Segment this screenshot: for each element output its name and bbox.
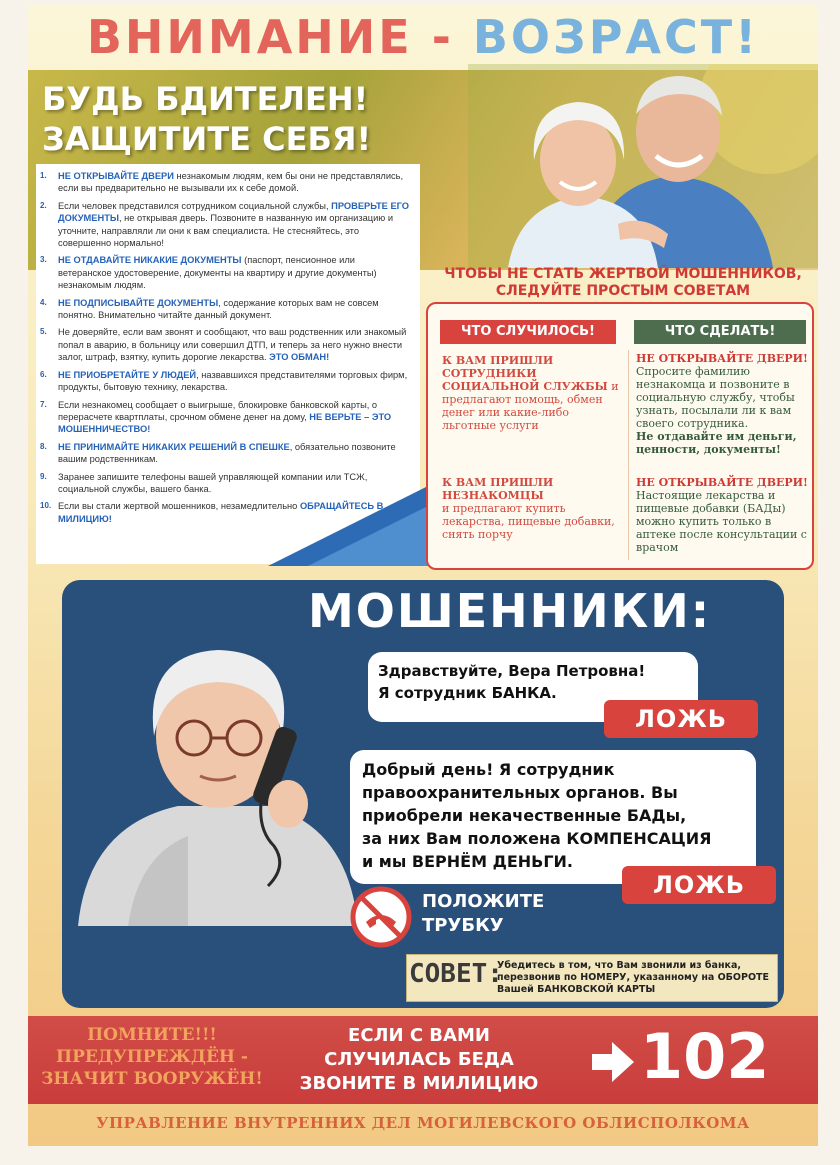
remember-line3: ЗНАЧИТ ВООРУЖЁН! — [41, 1069, 263, 1089]
advice-text: Убедитесь в том, что Вам звонили из банка, перезвонив по НОМЕРУ, указанному на ОБОРОТЕ Вашей БАНКОВСКОЙ КАРТЫ — [497, 960, 770, 995]
tip-item — [40, 441, 410, 466]
tip-number: 3. — [40, 255, 47, 265]
bubble1-line2: Я сотрудник БАНКА. — [378, 684, 557, 702]
arrow-right-icon — [588, 1038, 636, 1086]
tip-text — [58, 297, 410, 322]
call-line3: ЗВОНИТЕ В МИЛИЦИЮ — [299, 1073, 539, 1094]
no-phone-icon — [350, 886, 412, 948]
tip-item — [40, 326, 410, 363]
headline-word-age: ВОЗРАСТ! — [472, 10, 760, 64]
tip-rest: , обязательно позвоните вашим родственникам. — [58, 441, 396, 465]
tip-pre: Заранее запишите телефоны вашей управляющей компании или ТСЖ, социальной службы, вашего банка. — [58, 471, 368, 494]
tip-number: 10. — [40, 501, 52, 511]
tip-item — [40, 170, 410, 195]
advice-title — [428, 266, 818, 300]
do1-tail: Не отдавайте им деньги, ценности, документы! — [636, 430, 797, 456]
tip-number: 4. — [40, 297, 47, 307]
hangup-line1: ПОЛОЖИТЕ — [422, 891, 545, 912]
bubble2-line3: приобрели некачественные БАДы, — [362, 806, 687, 825]
tip-emphasis: НЕ ОТКРЫВАЙТЕ ДВЕРИ — [58, 171, 174, 181]
tip-rest: , назвавшихся представителями торговых фирм, продукты, бытовую технику, лекарства. — [58, 369, 408, 393]
lie-badge-2: ЛОЖЬ — [622, 866, 776, 904]
tip-text — [58, 369, 410, 394]
senior-couple-photo — [468, 64, 818, 268]
poster — [28, 6, 818, 1146]
advice-note — [406, 954, 778, 1002]
fraud-title: МОШЕННИКИ: — [308, 584, 712, 638]
tip-item — [40, 399, 410, 436]
bubble2-line5: и мы ВЕРНЁМ ДЕНЬГИ. — [362, 852, 573, 871]
do1-text: Спросите фамилию незнакомца и позвоните в социальную службу, чтобы узнать, посылали ли к вам своего сотрудника. — [636, 365, 795, 430]
tip-text — [58, 170, 410, 195]
tip-text — [58, 441, 410, 466]
police-phone-number: 102 — [640, 1020, 770, 1093]
do-strangers — [636, 476, 812, 554]
tip-number: 7. — [40, 399, 47, 409]
tip-number: 5. — [40, 327, 47, 337]
subtitle-be-vigilant: БУДЬ БДИТЕЛЕН! — [42, 80, 369, 118]
lie-badge-1: ЛОЖЬ — [604, 700, 758, 738]
tip-text — [58, 200, 410, 250]
tip-number: 9. — [40, 471, 47, 481]
advice-divider — [628, 350, 629, 560]
advice-title-line1: ЧТОБЫ НЕ СТАТЬ ЖЕРТВОЙ МОШЕННИКОВ, — [444, 266, 802, 282]
hangup-line2: ТРУБКУ — [422, 915, 504, 936]
tip-item — [40, 254, 410, 291]
footer-organization: УПРАВЛЕНИЕ ВНУТРЕННИХ ДЕЛ МОГИЛЕВСКОГО ОБЛИСПОЛКОМА — [96, 1114, 750, 1132]
tip-emphasis: НЕ ПРИНИМАЙТЕ НИКАКИХ РЕШЕНИЙ В СПЕШКЕ — [58, 441, 290, 452]
remember-line1: ПОМНИТЕ!!! — [87, 1025, 217, 1045]
tip-emphasis: НЕ ВЕРЬТЕ – ЭТО МОШЕННИЧЕСТВО! — [58, 411, 392, 435]
tip-number: 6. — [40, 369, 47, 379]
bubble1-line1: Здравствуйте, Вера Петровна! — [378, 662, 646, 680]
tip-text — [58, 399, 410, 436]
call-line1: ЕСЛИ С ВАМИ — [348, 1025, 490, 1046]
speech-bubble-police — [350, 750, 756, 884]
elderly-woman-on-phone-illustration — [68, 626, 368, 926]
bubble2-line4: за них Вам положена КОМПЕНСАЦИЯ — [362, 829, 712, 848]
tip-item — [40, 369, 410, 394]
tip-pre: Если незнакомец сообщает о выигрыше, блокировке банковской карты, о перерасчете квартплаты, срочном обмене денег на дому, — [58, 399, 378, 422]
tip-text — [58, 254, 410, 291]
tips-corner-decoration — [268, 486, 428, 566]
bubble2-line1: Добрый день! Я сотрудник — [362, 760, 615, 779]
headline-dash: - — [431, 10, 454, 64]
remember-slogan — [34, 1024, 270, 1090]
tip-rest: незнакомым людям, кем бы они не представлялись, если вы предварительно не вызывали их к себе домой. — [58, 171, 404, 194]
what-happened-label: ЧТО СЛУЧИЛОСЬ! — [440, 320, 616, 344]
call-police-text — [274, 1024, 564, 1096]
do2-head: НЕ ОТКРЫВАЙТЕ ДВЕРИ! — [636, 476, 808, 489]
tip-rest: , не открывая дверь. Позвоните в названную им организацию и уточните, направляли ли они к вам специалиста. Не стесняйтесь, это совершенно нормально! — [58, 213, 394, 249]
tip-emphasis: ЭТО ОБМАН! — [269, 352, 330, 363]
hang-up-notice — [350, 884, 590, 954]
tip-emphasis: НЕ ПОДПИСЫВАЙТЕ ДОКУМЕНТЫ — [58, 297, 219, 308]
case-social-workers — [442, 354, 622, 432]
call-line2: СЛУЧИЛАСЬ БЕДА — [324, 1049, 514, 1070]
tip-rest: , содержание которых вам не совсем понятно. Внимательно читайте данный документ. — [58, 297, 379, 321]
bubble2-line2: правоохранительных органов. Вы — [362, 783, 678, 802]
headline — [28, 10, 818, 72]
tip-text — [58, 326, 410, 363]
tip-number: 8. — [40, 441, 47, 451]
do2-text: Настоящие лекарства и пищевые добавки (БАДы) можно купить только в аптеке после консультации с врачом — [636, 489, 807, 554]
case2-head: К ВАМ ПРИШЛИ НЕЗНАКОМЦЫ — [442, 476, 554, 502]
case1-head: К ВАМ ПРИШЛИ СОТРУДНИКИ СОЦИАЛЬНОЙ СЛУЖБЫ — [442, 354, 608, 393]
do-social-workers — [636, 352, 812, 456]
remember-line2: ПРЕДУПРЕЖДЁН - — [56, 1047, 248, 1067]
tip-number: 1. — [40, 171, 47, 180]
tip-emphasis: НЕ ПРИОБРЕТАЙТЕ У ЛЮДЕЙ — [58, 369, 197, 380]
what-to-do-label: ЧТО СДЕЛАТЬ! — [634, 320, 806, 344]
tip-rest: (паспорт, пенсионное или ветеранское удостоверение, документы на квартиру и другие документы) незнакомым людям. — [58, 255, 377, 291]
advice-title-line2: СЛЕДУЙТЕ ПРОСТЫМ СОВЕТАМ — [495, 283, 751, 299]
case2-text: и предлагают купить лекарства, пищевые добавки, снять порчу — [442, 502, 615, 541]
case-strangers — [442, 476, 622, 541]
tip-pre: Если человек представился сотрудником социальной службы, — [58, 200, 332, 211]
headline-word-attention: ВНИМАНИЕ — [86, 10, 413, 64]
tip-item — [40, 297, 410, 322]
case1-text: и предлагают помощь, обмен денег или какие-либо льготные услуги — [442, 380, 619, 432]
advice-label: СОВЕТ: — [409, 959, 503, 989]
tip-number: 2. — [40, 200, 47, 210]
tip-pre: Если вы стали жертвой мошенников, незамедлительно — [58, 501, 300, 512]
tip-item — [40, 200, 410, 250]
tip-emphasis: НЕ ОТДАВАЙТЕ НИКАКИЕ ДОКУМЕНТЫ — [58, 255, 242, 266]
tip-emphasis: ОБРАЩАЙТЕСЬ В МИЛИЦИЮ! — [58, 501, 384, 524]
subtitle-protect-yourself: ЗАЩИТИТЕ СЕБЯ! — [42, 120, 372, 158]
tip-pre: Не доверяйте, если вам звонят и сообщают, что ваш родственник или знакомый попал в аварию, в больницу или совершил ДТП, и теперь за него нужно внести залог, штраф, взятку, купить дорогие лекарства. — [58, 327, 407, 363]
do1-head: НЕ ОТКРЫВАЙТЕ ДВЕРИ! — [636, 352, 808, 365]
tip-emphasis: ПРОВЕРЬТЕ ЕГО ДОКУМЕНТЫ — [58, 200, 410, 224]
